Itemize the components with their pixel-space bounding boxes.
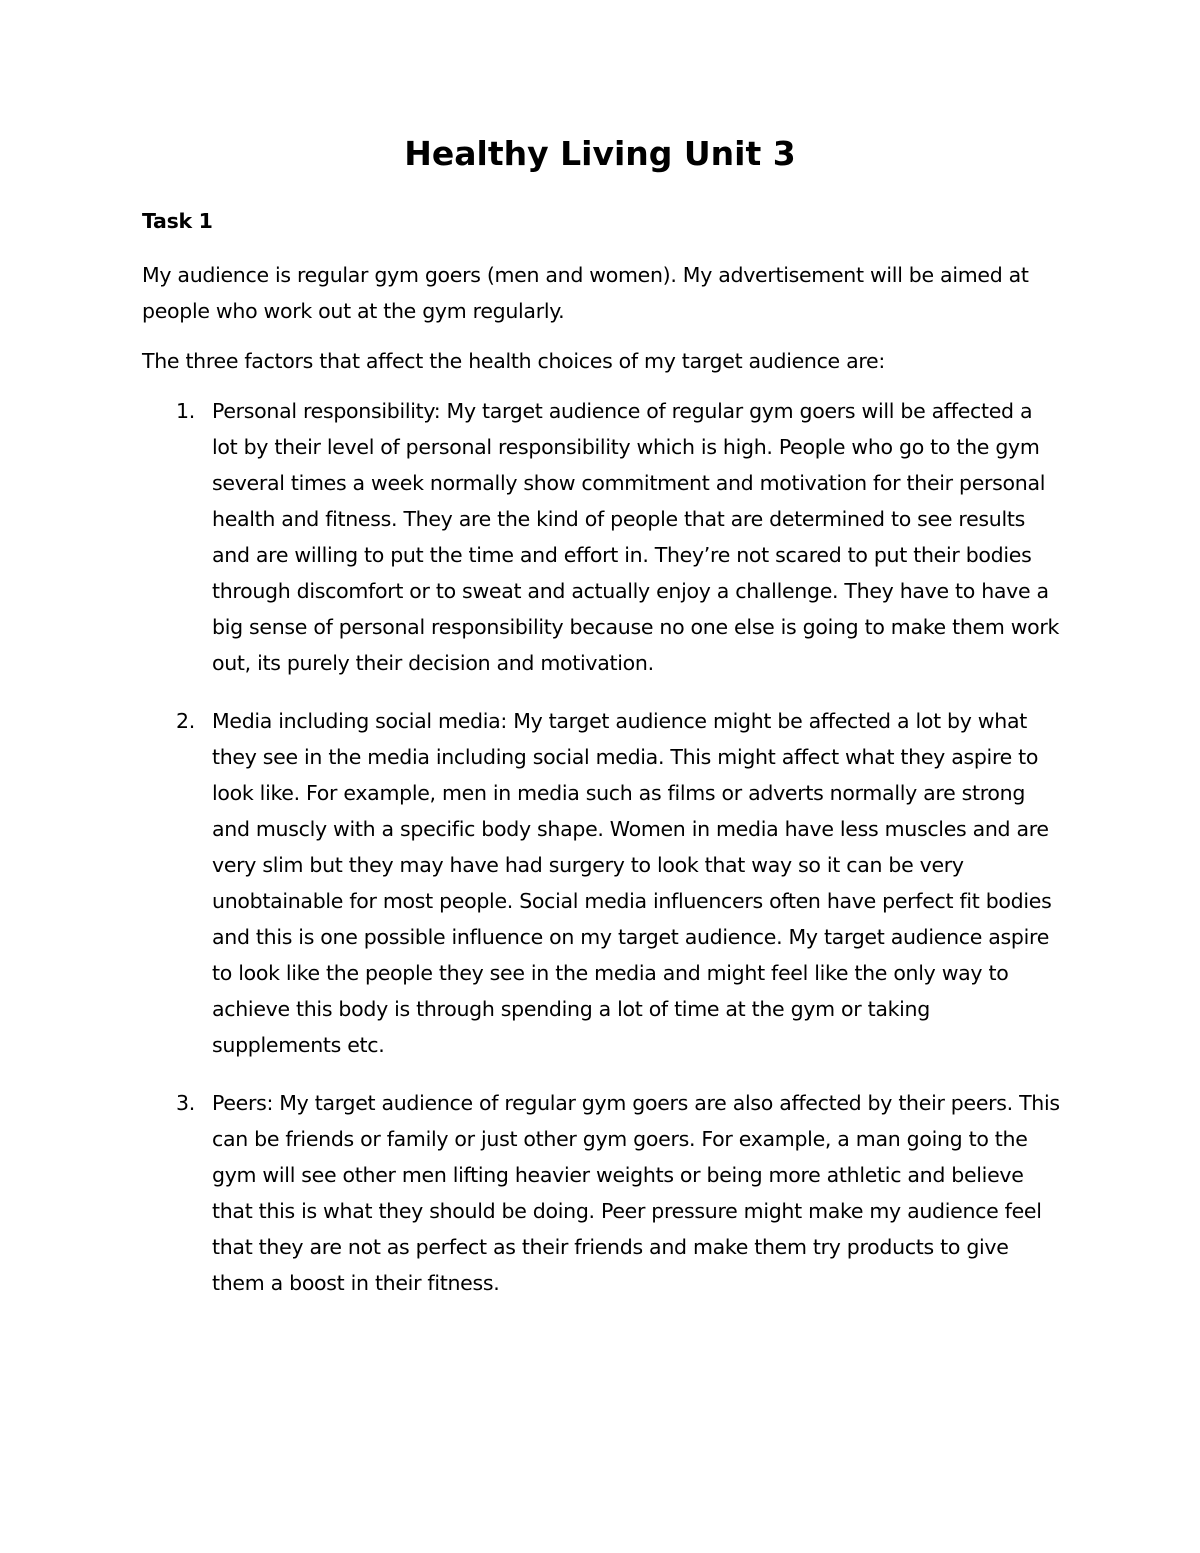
list-number: 3. xyxy=(176,1091,195,1115)
list-number: 2. xyxy=(176,709,195,733)
list-number: 1. xyxy=(176,399,195,423)
list-item-text: Media including social media: My target audience might be affected a lot by what they see in the media including social media. This might affect what they aspire to look like. For example, men in media such as films or adverts normally are strong and muscly with a specific body shape. Women in media have less muscles and are very slim but they may have had surgery to look that way so it can be very unobtainable for most people. Social media influencers often have perfect fit bodies and this is one possible influence on my target audience. My target audience aspire to look like the people they see in the media and might feel like the only way to achieve this body is through spending a lot of time at the gym or taking supplements etc. xyxy=(212,709,1052,1057)
list-item-peers xyxy=(142,1085,1062,1301)
list-item-media xyxy=(142,703,1062,1063)
factors-intro-paragraph: The three factors that affect the health choices of my target audience are: xyxy=(142,349,885,373)
task-heading: Task 1 xyxy=(142,209,213,233)
list-item-text: Peers: My target audience of regular gym goers are also affected by their peers. This can be friends or family or just other gym goers. For example, a man going to the gym will see other men lifting heavier weights or being more athletic and believe that this is what they should be doing. Peer pressure might make my audience feel that they are not as perfect as their friends and make them try products to give them a boost in their fitness. xyxy=(212,1091,1060,1295)
list-item-text: Personal responsibility: My target audience of regular gym goers will be affected a lot by their level of personal responsibility which is high. People who go to the gym several times a week normally show commitment and motivation for their personal health and fitness. They are the kind of people that are determined to see results and are willing to put the time and effort in. They’re not scared to put their bodies through discomfort or to sweat and actually enjoy a challenge. They have to have a big sense of personal responsibility because no one else is going to make them work out, its purely their decision and motivation. xyxy=(212,399,1060,675)
document-body xyxy=(142,203,1062,1323)
audience-paragraph: My audience is regular gym goers (men and women). My advertisement will be aimed at people who work out at the gym regularly. xyxy=(142,263,1029,323)
factors-list xyxy=(142,393,1062,1301)
list-item-personal-responsibility xyxy=(142,393,1062,681)
document-title: Healthy Living Unit 3 xyxy=(404,134,796,173)
